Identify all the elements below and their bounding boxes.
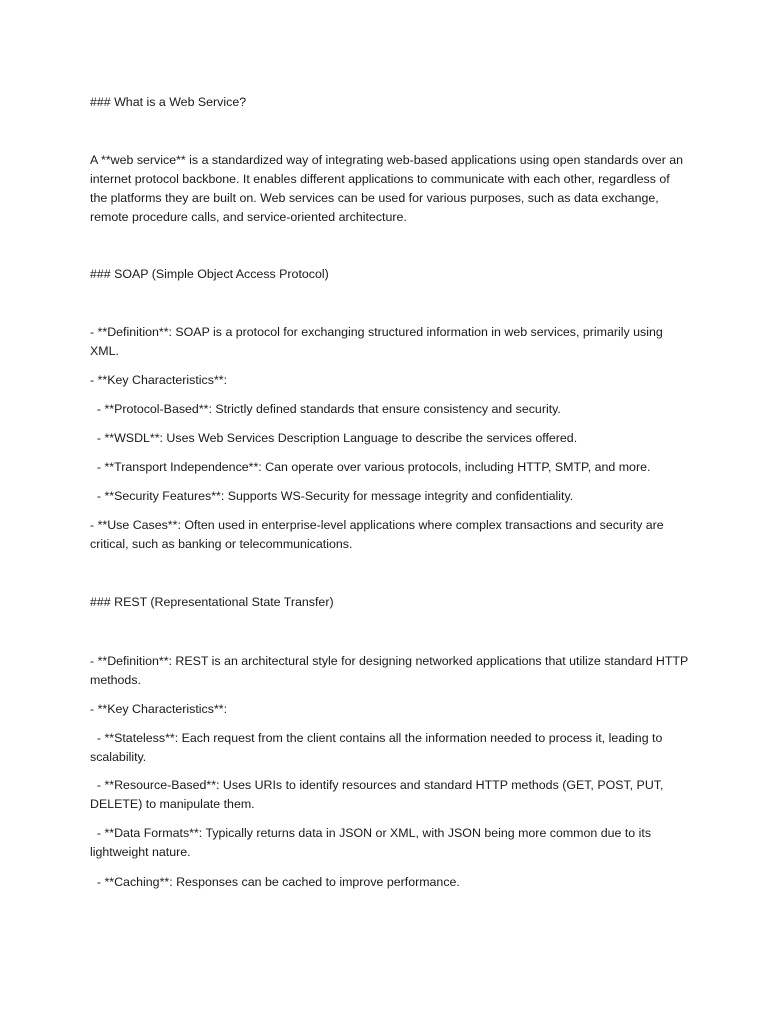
rest-data-formats: - **Data Formats**: Typically returns data in JSON or XML, with JSON being more common due to its lightweight nature. [90, 826, 655, 859]
paragraph-web-service-intro: A **web service** is a standardized way of integrating web-based applications using open standards over an internet protocol backbone. It enables different applications to communicate with each other, regardless of the platforms they are built on. Web services can be used for various purposes, such as data exchange, remote procedure calls, and service-oriented architecture. [90, 153, 687, 224]
soap-definition: - **Definition**: SOAP is a protocol for exchanging structured information in web services, primarily using XML. [90, 325, 667, 358]
soap-transport-independence: - **Transport Independence**: Can operate over various protocols, including HTTP, SMTP, and more. [90, 460, 651, 474]
soap-wsdl: - **WSDL**: Uses Web Services Description Language to describe the services offered. [90, 431, 578, 445]
heading-rest: ### REST (Representational State Transfer) [90, 595, 334, 609]
heading-soap: ### SOAP (Simple Object Access Protocol) [90, 267, 329, 281]
soap-security-features: - **Security Features**: Supports WS-Security for message integrity and confidentiality. [90, 489, 574, 503]
soap-use-cases: - **Use Cases**: Often used in enterprise-level applications where complex transactions and security are critical, such as banking or telecommunications. [90, 518, 668, 551]
rest-key-characteristics: - **Key Characteristics**: [90, 702, 228, 716]
heading-what-is-web-service: ### What is a Web Service? [90, 95, 247, 109]
rest-stateless: - **Stateless**: Each request from the client contains all the information needed to process it, leading to scalability. [90, 731, 666, 764]
rest-definition: - **Definition**: REST is an architectural style for designing networked applications that utilize standard HTTP methods. [90, 654, 692, 687]
rest-caching: - **Caching**: Responses can be cached to improve performance. [90, 875, 460, 889]
soap-protocol-based: - **Protocol-Based**: Strictly defined standards that ensure consistency and security. [90, 402, 561, 416]
soap-key-characteristics: - **Key Characteristics**: [90, 373, 228, 387]
rest-resource-based: - **Resource-Based**: Uses URIs to identify resources and standard HTTP methods (GET, POST, PUT, DELETE) to manipulate them. [90, 778, 667, 811]
